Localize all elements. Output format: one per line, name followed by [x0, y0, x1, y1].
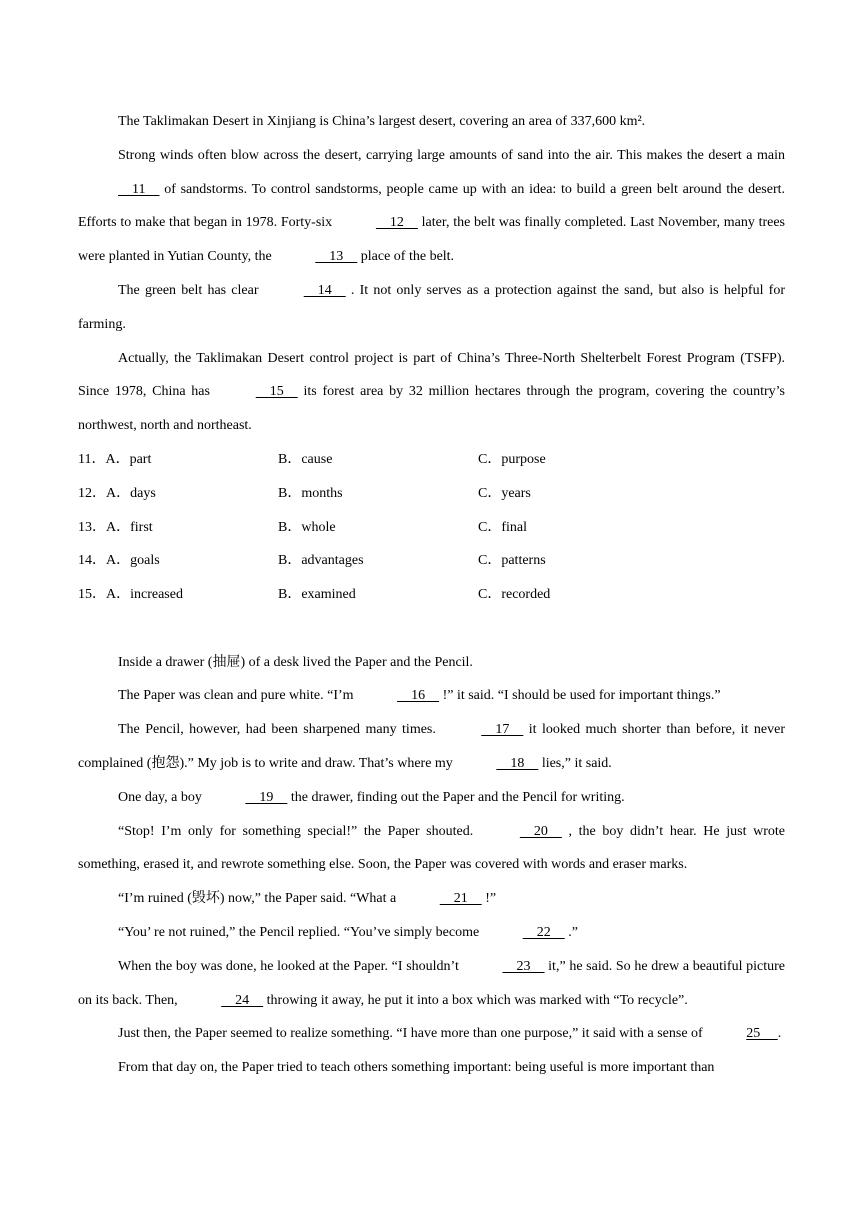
text: “You’ re not ruined,” the Pencil replied. “You’ve simply become	[118, 924, 483, 940]
option-b: B．advantages	[278, 553, 364, 569]
option-c: C．patterns	[478, 553, 546, 569]
passage2-paragraph-2	[78, 679, 785, 713]
option-c: C．recorded	[478, 587, 551, 603]
option-a: 11．A．part	[78, 451, 152, 467]
text: “I’m ruined (毁坏) now,” the Paper said. “What a	[118, 891, 400, 907]
blank-18: 18	[496, 755, 539, 771]
document-page	[78, 105, 785, 1085]
text: !” it said. “I should be used for important things.”	[439, 688, 721, 704]
blank-24: 24	[221, 992, 264, 1008]
passage2-paragraph-8	[78, 950, 785, 1018]
text: of sandstorms. To control sandstorms, people came up with an idea: to build a green belt around the desert. Efforts to make that began in 1978. Forty-six	[78, 181, 785, 231]
option-a: 15．A．increased	[78, 587, 183, 603]
blank-25: 25	[746, 1026, 778, 1042]
passage1-paragraph-1	[78, 105, 785, 139]
option-a: 14．A．goals	[78, 553, 160, 569]
text: The Paper was clean and pure white. “I’m	[118, 688, 358, 704]
option-a: 13．A．first	[78, 519, 153, 535]
text: . It not only serves as a protection against the sand, but also is helpful for farming.	[78, 282, 785, 332]
text: throwing it away, he put it into a box which was marked with “To recycle”.	[263, 992, 688, 1008]
section-gap	[78, 612, 785, 646]
option-row-15	[78, 578, 785, 612]
passage2-paragraph-1	[78, 646, 785, 680]
blank-13: 13	[315, 249, 358, 265]
text: .”	[564, 924, 578, 940]
text: !”	[481, 891, 497, 907]
text: it,” he said. So he drew a beautiful picture on its back. Then,	[78, 958, 785, 1008]
text: the drawer, finding out the Paper and the Pencil for writing.	[287, 789, 625, 805]
passage2-paragraph-5	[78, 815, 785, 883]
option-row-14	[78, 544, 785, 578]
option-row-11	[78, 443, 785, 477]
option-b: B．examined	[278, 587, 356, 603]
passage2-paragraph-7	[78, 916, 785, 950]
options-11-15	[78, 443, 785, 612]
blank-11: 11	[118, 181, 160, 197]
text: place of the belt.	[357, 249, 455, 265]
text: One day, a boy	[118, 789, 206, 805]
text: When the boy was done, he looked at the Paper. “I shouldn’t	[118, 958, 463, 974]
blank-16: 16	[397, 688, 440, 704]
text: The Pencil, however, had been sharpened many times.	[118, 722, 442, 738]
option-row-13	[78, 511, 785, 545]
text: Actually, the Taklimakan Desert control project is part of China’s Three-North Shelterbelt Forest Program (TSFP). Since 1978, China has	[78, 350, 785, 400]
text: lies,” it said.	[538, 755, 612, 771]
blank-22: 22	[522, 924, 565, 940]
text: its forest area by 32 million hectares through the program, covering the country’s northwest, north and northeast.	[78, 384, 785, 434]
blank-12: 12	[375, 215, 418, 231]
option-c: C．final	[478, 519, 527, 535]
passage2-paragraph-4	[78, 781, 785, 815]
text: The Taklimakan Desert in Xinjiang is China’s largest desert, covering an area of 337,600 km².	[118, 114, 646, 129]
text: “Stop! I’m only for something special!” the Paper shouted.	[118, 823, 480, 839]
text: The green belt has clear	[118, 282, 264, 298]
blank-14: 14	[303, 282, 346, 298]
blank-17: 17	[481, 722, 524, 738]
text: Strong winds often blow across the desert, carrying large amounts of sand into the air. This makes the desert a main	[118, 147, 785, 163]
passage2-paragraph-10	[78, 1051, 785, 1085]
option-b: B．cause	[278, 451, 333, 467]
passage1-paragraph-3	[78, 274, 785, 342]
passage2-paragraph-9	[78, 1017, 785, 1051]
blank-20: 20	[519, 823, 562, 839]
option-c: C．purpose	[478, 451, 546, 467]
text: Just then, the Paper seemed to realize something. “I have more than one purpose,” it said with a sense of	[118, 1026, 707, 1042]
blank-15: 15	[255, 384, 298, 400]
option-a: 12．A．days	[78, 485, 156, 501]
passage1-paragraph-2	[78, 139, 785, 274]
option-b: B．whole	[278, 519, 336, 535]
passage2-paragraph-6	[78, 882, 785, 916]
text: it looked much shorter than before, it never complained (抱怨).” My job is to write and draw. That’s where my	[78, 722, 785, 771]
text: later, the belt was finally completed. Last November, many trees were planted in Yutian County, the	[78, 215, 785, 265]
option-row-12	[78, 477, 785, 511]
text: , the boy didn’t hear. He just wrote something, erased it, and rewrote something else. Soon, the Paper was covered with words and eraser marks.	[78, 823, 785, 873]
text: .	[777, 1026, 782, 1042]
text: Inside a drawer (抽屉) of a desk lived the Paper and the Pencil.	[118, 654, 473, 670]
passage2-paragraph-3	[78, 713, 785, 781]
option-c: C．years	[478, 485, 531, 501]
blank-23: 23	[502, 958, 545, 974]
blank-21: 21	[439, 891, 482, 907]
text: From that day on, the Paper tried to teach others something important: being useful is more important than	[118, 1060, 715, 1076]
passage1-paragraph-4	[78, 342, 785, 443]
blank-19: 19	[245, 789, 288, 805]
option-b: B．months	[278, 485, 343, 501]
